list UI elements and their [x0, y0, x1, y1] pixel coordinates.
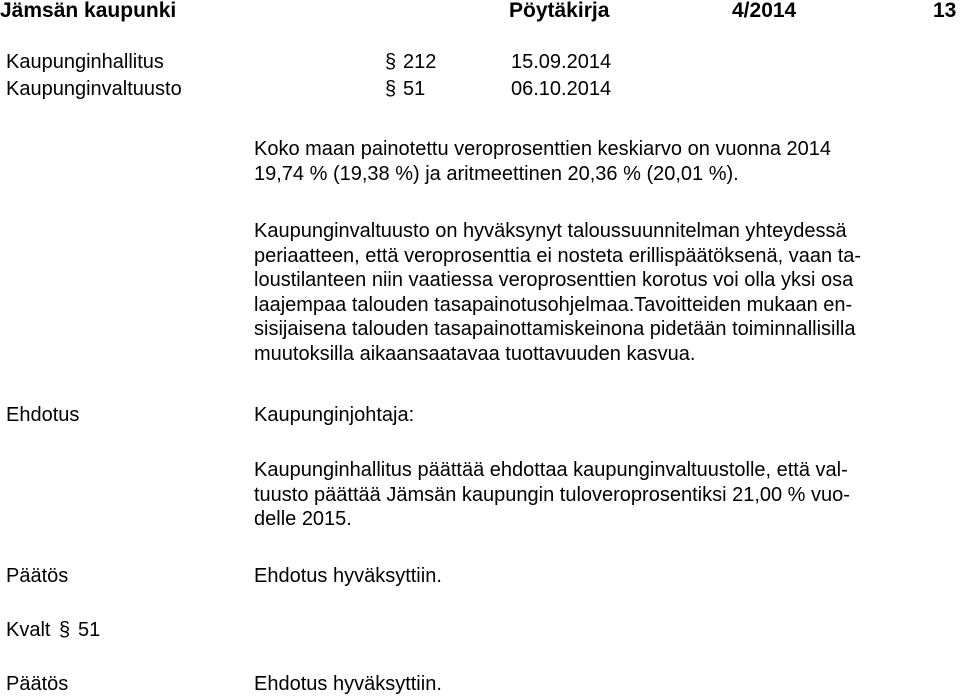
meeting-date-2: 06.10.2014 — [511, 78, 612, 100]
text-line: periaatteen, että veroprosenttia ei nosteta erillispäätöksenä, vaan ta- — [254, 244, 862, 267]
section-mark-1: § — [385, 51, 397, 73]
meeting-date-1: 15.09.2014 — [511, 51, 612, 73]
paragraph-tax-average — [254, 137, 954, 186]
text-line: sisijaisena talouden tasapainottamiskeinona pidetään toiminnallisilla — [254, 318, 856, 340]
kvalt-section-number: 51 — [78, 619, 101, 641]
document-number: 4/2014 — [732, 0, 797, 22]
decision-text: Ehdotus hyväksyttiin. — [254, 673, 442, 695]
text-line: tuusto päättää Jämsän kaupungin tuloveroprosentiksi 21,00 % vuo- — [254, 483, 850, 506]
section-number-1: 212 — [403, 51, 437, 73]
meeting-body-2: Kaupunginvaltuusto — [6, 78, 182, 100]
section-number-2: 51 — [403, 78, 426, 100]
meeting-body-1: Kaupunginhallitus — [6, 51, 164, 73]
proposal-label: Ehdotus — [6, 404, 80, 426]
proposer: Kaupunginjohtaja: — [254, 404, 415, 426]
text-line: Kaupunginvaltuusto on hyväksynyt taloussuunnitelman yhteydessä — [254, 220, 847, 242]
text-line: laajempaa talouden tasapainotusohjelmaa.Tavoitteiden mukaan en- — [254, 293, 853, 316]
organization-name: Jämsän kaupunki — [0, 0, 177, 22]
text-line: Kaupunginhallitus päättää ehdottaa kaupunginvaltuustolle, että val- — [254, 459, 848, 481]
paragraph-proposal — [254, 458, 954, 532]
document-type: Pöytäkirja — [509, 0, 610, 22]
section-mark-2: § — [385, 78, 397, 100]
page-number: 13 — [933, 0, 957, 22]
text-line: muutoksilla aikaansaatavaa tuottavuuden kasvua. — [254, 342, 696, 365]
decision-text: Ehdotus hyväksyttiin. — [254, 565, 442, 587]
kvalt-label: Kvalt — [6, 619, 51, 641]
text-line: delle 2015. — [254, 508, 352, 530]
decision-label: Päätös — [6, 565, 69, 587]
kvalt-section-mark: § — [59, 619, 71, 641]
text-line: loustilanteen niin vaatiessa veroprosenttien korotus voi olla yksi osa — [254, 269, 854, 291]
text-line: 19,74 % (19,38 %) ja aritmeettinen 20,36 % (20,01 %). — [254, 162, 739, 185]
decision-label: Päätös — [6, 673, 69, 695]
paragraph-council-principle — [254, 219, 954, 366]
text-line: Koko maan painotettu veroprosenttien keskiarvo on vuonna 2014 — [254, 138, 832, 160]
